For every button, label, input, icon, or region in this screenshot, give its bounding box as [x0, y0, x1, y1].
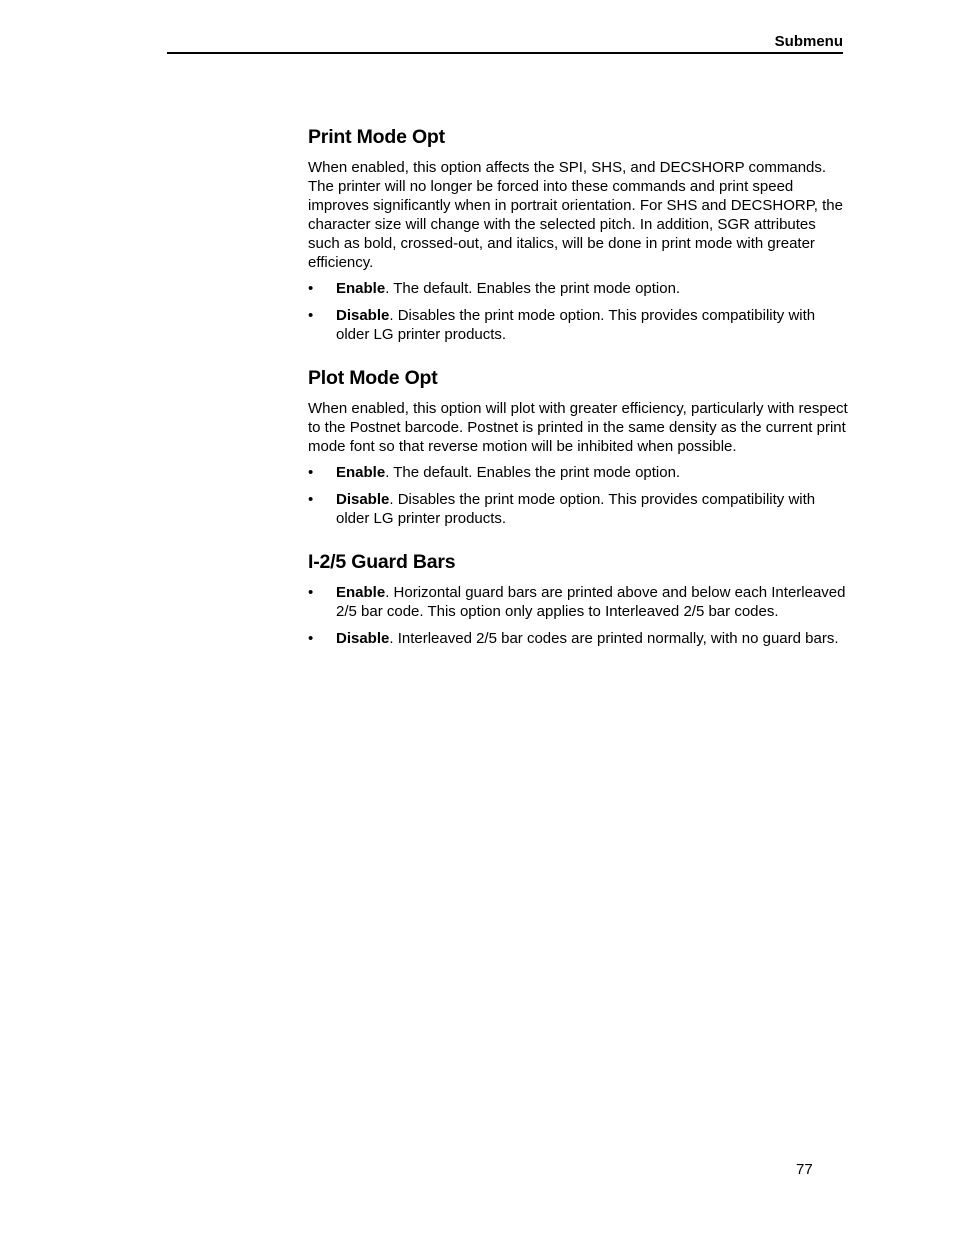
- option-description: . The default. Enables the print mode option.: [385, 464, 681, 481]
- option-term: Enable: [336, 464, 386, 481]
- section-paragraph: When enabled, this option affects the SPI, SHS, and DECSHORP commands. The printer will no longer be forced into these commands and print speed improves significantly when in portrait orientation. For SHS and DECSHORP, the character size will change with the selected pitch. In addition, SGR attributes such as bold, crossed-out, and italics, will be done in print mode with greater efficiency.: [308, 159, 843, 271]
- option-term: Enable: [336, 584, 386, 601]
- option-term: Disable: [336, 630, 390, 647]
- bullet-icon: •: [308, 630, 314, 647]
- option-term: Disable: [336, 491, 390, 508]
- bullet-icon: •: [308, 491, 314, 508]
- option-term: Enable: [336, 280, 386, 297]
- option-list: [308, 583, 848, 648]
- section-heading: I-2/5 Guard Bars: [308, 551, 456, 573]
- bullet-icon: •: [308, 584, 314, 601]
- list-item: [308, 490, 848, 528]
- bullet-icon: •: [308, 280, 314, 297]
- section-heading: Plot Mode Opt: [308, 367, 438, 389]
- section-plot-mode-opt: [308, 365, 848, 528]
- option-description: . Interleaved 2/5 bar codes are printed normally, with no guard bars.: [389, 630, 839, 647]
- page-content: [308, 124, 848, 669]
- page-number: 77: [796, 1161, 813, 1178]
- option-term: Disable: [336, 307, 390, 324]
- section-paragraph: When enabled, this option will plot with greater efficiency, particularly with respect to the Postnet barcode. Postnet is printed in the same density as the current print mode font so that reverse motion will be inhibited when possible.: [308, 400, 848, 455]
- list-item: [308, 629, 848, 648]
- list-item: [308, 306, 848, 344]
- option-list: [308, 463, 848, 528]
- list-item: [308, 583, 848, 621]
- list-item: [308, 279, 848, 298]
- option-description: . Disables the print mode option. This provides compatibility with older LG printer products.: [336, 491, 816, 527]
- section-print-mode-opt: [308, 124, 848, 344]
- header-title: Submenu: [774, 33, 843, 50]
- option-description: . The default. Enables the print mode option.: [385, 280, 681, 297]
- section-heading: Print Mode Opt: [308, 126, 445, 148]
- section-guard-bars: [308, 549, 848, 648]
- bullet-icon: •: [308, 307, 314, 324]
- bullet-icon: •: [308, 464, 314, 481]
- option-description: . Disables the print mode option. This provides compatibility with older LG printer products.: [336, 307, 816, 343]
- option-description: . Horizontal guard bars are printed above and below each Interleaved 2/5 bar code. This option only applies to Interleaved 2/5 bar codes.: [336, 584, 846, 620]
- option-list: [308, 279, 848, 344]
- running-header: [167, 32, 843, 54]
- list-item: [308, 463, 848, 482]
